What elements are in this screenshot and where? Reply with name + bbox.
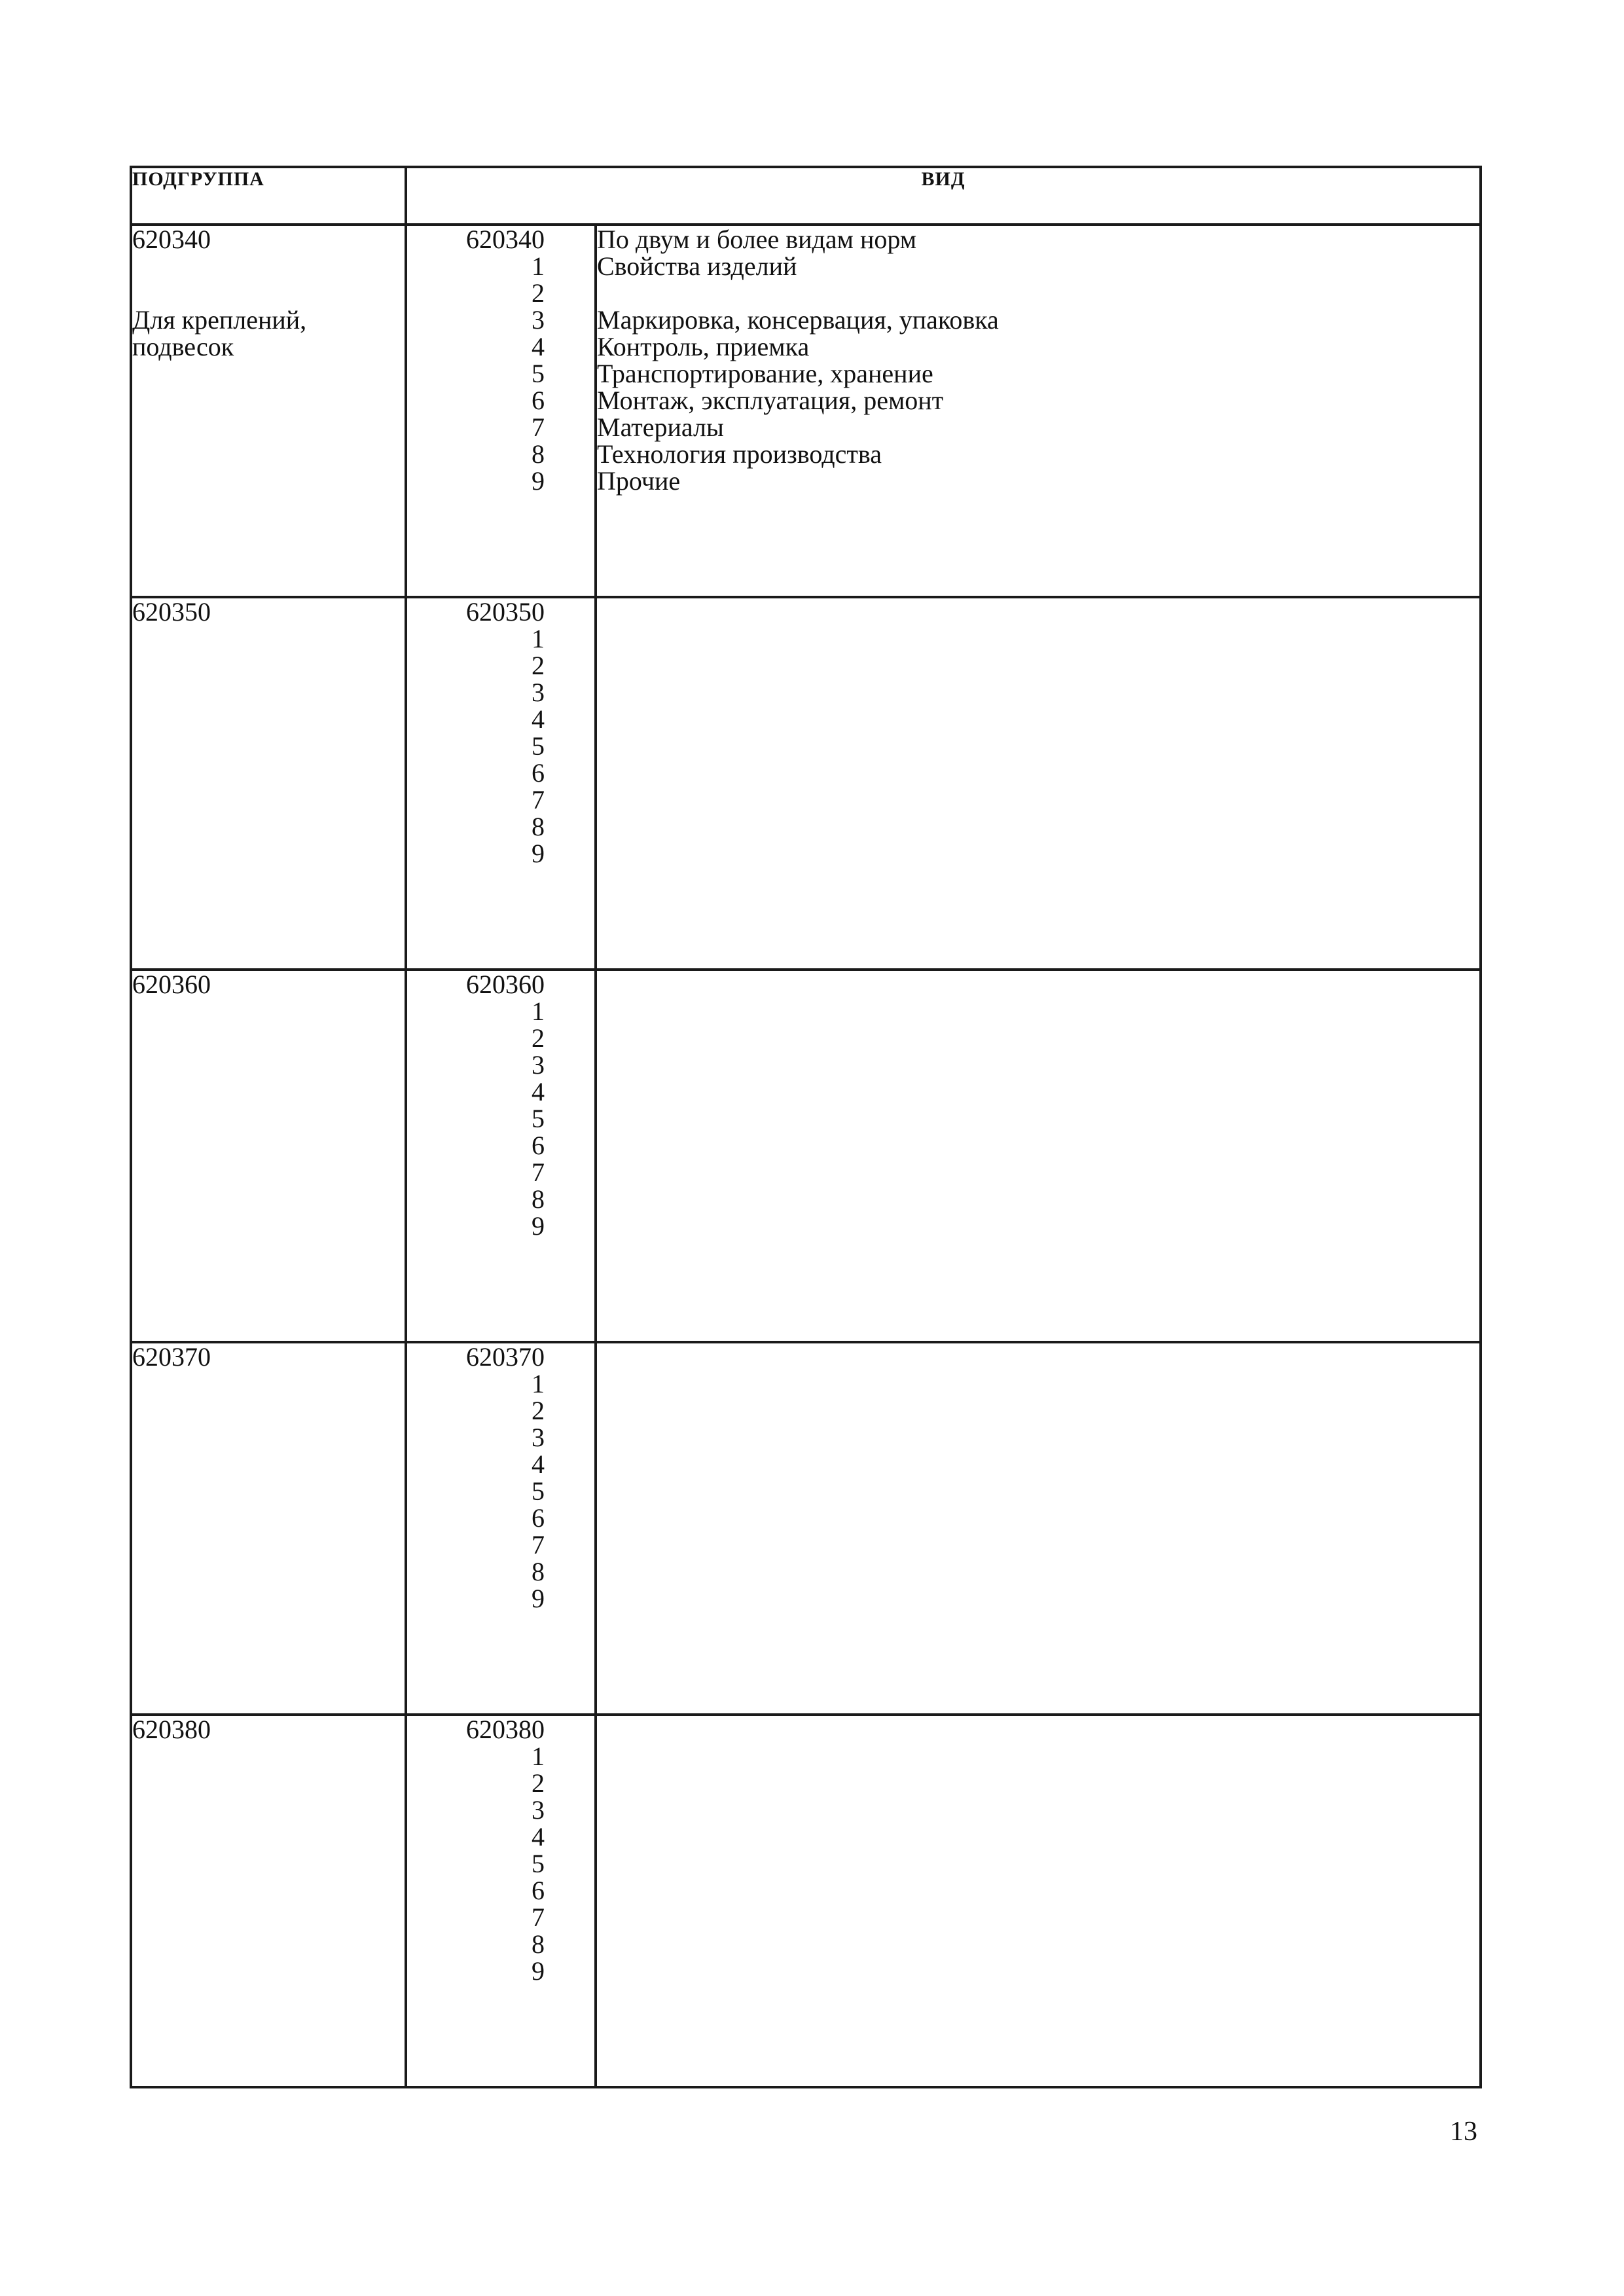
kind-name-cell [596, 1715, 1481, 2087]
kind-code: 3 [532, 678, 545, 707]
kind-code: 7 [532, 1157, 545, 1187]
kind-name-cell [596, 970, 1481, 1342]
kind-code-cell [406, 1715, 596, 2087]
kind-code: 620350 [466, 597, 545, 627]
kind-code-list [407, 1716, 545, 1984]
kind-name-cell [596, 597, 1481, 970]
kind-code: 7 [532, 1903, 545, 1932]
subgroup-code: 620350 [132, 597, 211, 627]
kind-name: Монтаж, эксплуатация, ремонт [597, 386, 944, 415]
kind-name: Маркировка, консервация, упаковка [597, 305, 999, 335]
table-row [131, 1342, 1481, 1715]
kind-code: 3 [532, 1423, 545, 1452]
kind-code: 1 [532, 1741, 545, 1771]
kind-code: 5 [532, 731, 545, 761]
header-subgroup: ПОДГРУППА [131, 167, 406, 225]
kind-name: Прочие [597, 466, 681, 496]
kind-code: 2 [532, 1768, 545, 1798]
kind-code: 620340 [466, 225, 545, 254]
kind-code: 5 [532, 1476, 545, 1506]
header-kind: ВИД [406, 167, 1481, 225]
kind-code: 2 [532, 651, 545, 680]
kind-code: 8 [532, 812, 545, 841]
table-row [131, 1715, 1481, 2087]
kind-name-cell [596, 225, 1481, 597]
kind-code-list [407, 971, 545, 1239]
subgroup-cell [131, 597, 406, 970]
kind-name: По двум и более видам норм [597, 225, 917, 254]
kind-name-cell [596, 1342, 1481, 1715]
kind-code-cell [406, 597, 596, 970]
subgroup-code: 620340 [132, 225, 211, 254]
subgroup-code: 620380 [132, 1715, 211, 1744]
classification-table [130, 166, 1482, 2088]
kind-code: 6 [532, 386, 545, 415]
kind-code: 2 [532, 1396, 545, 1425]
kind-code: 9 [532, 466, 545, 496]
subgroup-cell [131, 1715, 406, 2087]
kind-code: 4 [532, 1077, 545, 1106]
kind-code: 6 [532, 1503, 545, 1533]
kind-code: 7 [532, 412, 545, 442]
kind-code-list [407, 598, 545, 867]
kind-code: 620370 [466, 1342, 545, 1372]
subgroup-note-line: Для креплений, [132, 305, 307, 335]
kind-code-cell [406, 225, 596, 597]
table-header-row [131, 167, 1481, 225]
kind-code: 9 [532, 1584, 545, 1613]
kind-code: 5 [532, 1849, 545, 1878]
kind-code: 9 [532, 1956, 545, 1986]
kind-code: 2 [532, 278, 545, 308]
kind-code: 8 [532, 1929, 545, 1959]
subgroup-note-line: подвесок [132, 332, 234, 361]
kind-code: 7 [532, 785, 545, 814]
kind-name: Свойства изделий [597, 251, 797, 281]
kind-code-list [407, 226, 545, 494]
kind-code: 9 [532, 1211, 545, 1241]
kind-code: 6 [532, 758, 545, 788]
kind-code: 1 [532, 1369, 545, 1398]
kind-code: 4 [532, 704, 545, 734]
kind-code: 8 [532, 439, 545, 469]
subgroup-cell [131, 1342, 406, 1715]
kind-code-cell [406, 970, 596, 1342]
subgroup-code: 620370 [132, 1342, 211, 1372]
subgroup-note [132, 306, 405, 360]
kind-code: 1 [532, 996, 545, 1026]
kind-code: 3 [532, 1795, 545, 1825]
kind-code: 3 [532, 305, 545, 335]
kind-code: 6 [532, 1876, 545, 1905]
kind-name: Материалы [597, 412, 724, 442]
kind-code: 6 [532, 1131, 545, 1160]
kind-name [597, 280, 1479, 306]
kind-code-list [407, 1343, 545, 1612]
kind-code: 5 [532, 1104, 545, 1133]
kind-code: 1 [532, 624, 545, 653]
kind-code: 4 [532, 1449, 545, 1479]
kind-name: Контроль, приемка [597, 332, 810, 361]
kind-code: 2 [532, 1023, 545, 1053]
kind-code: 620380 [466, 1715, 545, 1744]
kind-code: 620360 [466, 970, 545, 999]
subgroup-cell [131, 970, 406, 1342]
kind-code: 1 [532, 251, 545, 281]
subgroup-cell [131, 225, 406, 597]
table-row [131, 597, 1481, 970]
classification-table-page [130, 166, 1479, 2088]
kind-code-cell [406, 1342, 596, 1715]
kind-name: Технология производства [597, 439, 882, 469]
table-row [131, 225, 1481, 597]
kind-code: 4 [532, 332, 545, 361]
subgroup-code: 620360 [132, 970, 211, 999]
table-row [131, 970, 1481, 1342]
kind-code: 3 [532, 1050, 545, 1080]
kind-name: Транспортирование, хранение [597, 359, 933, 388]
kind-code: 4 [532, 1822, 545, 1851]
kind-code: 7 [532, 1530, 545, 1559]
kind-code: 5 [532, 359, 545, 388]
kind-code: 8 [532, 1184, 545, 1214]
kind-code: 8 [532, 1557, 545, 1586]
page-number: 13 [1450, 2117, 1477, 2147]
kind-code: 9 [532, 839, 545, 868]
